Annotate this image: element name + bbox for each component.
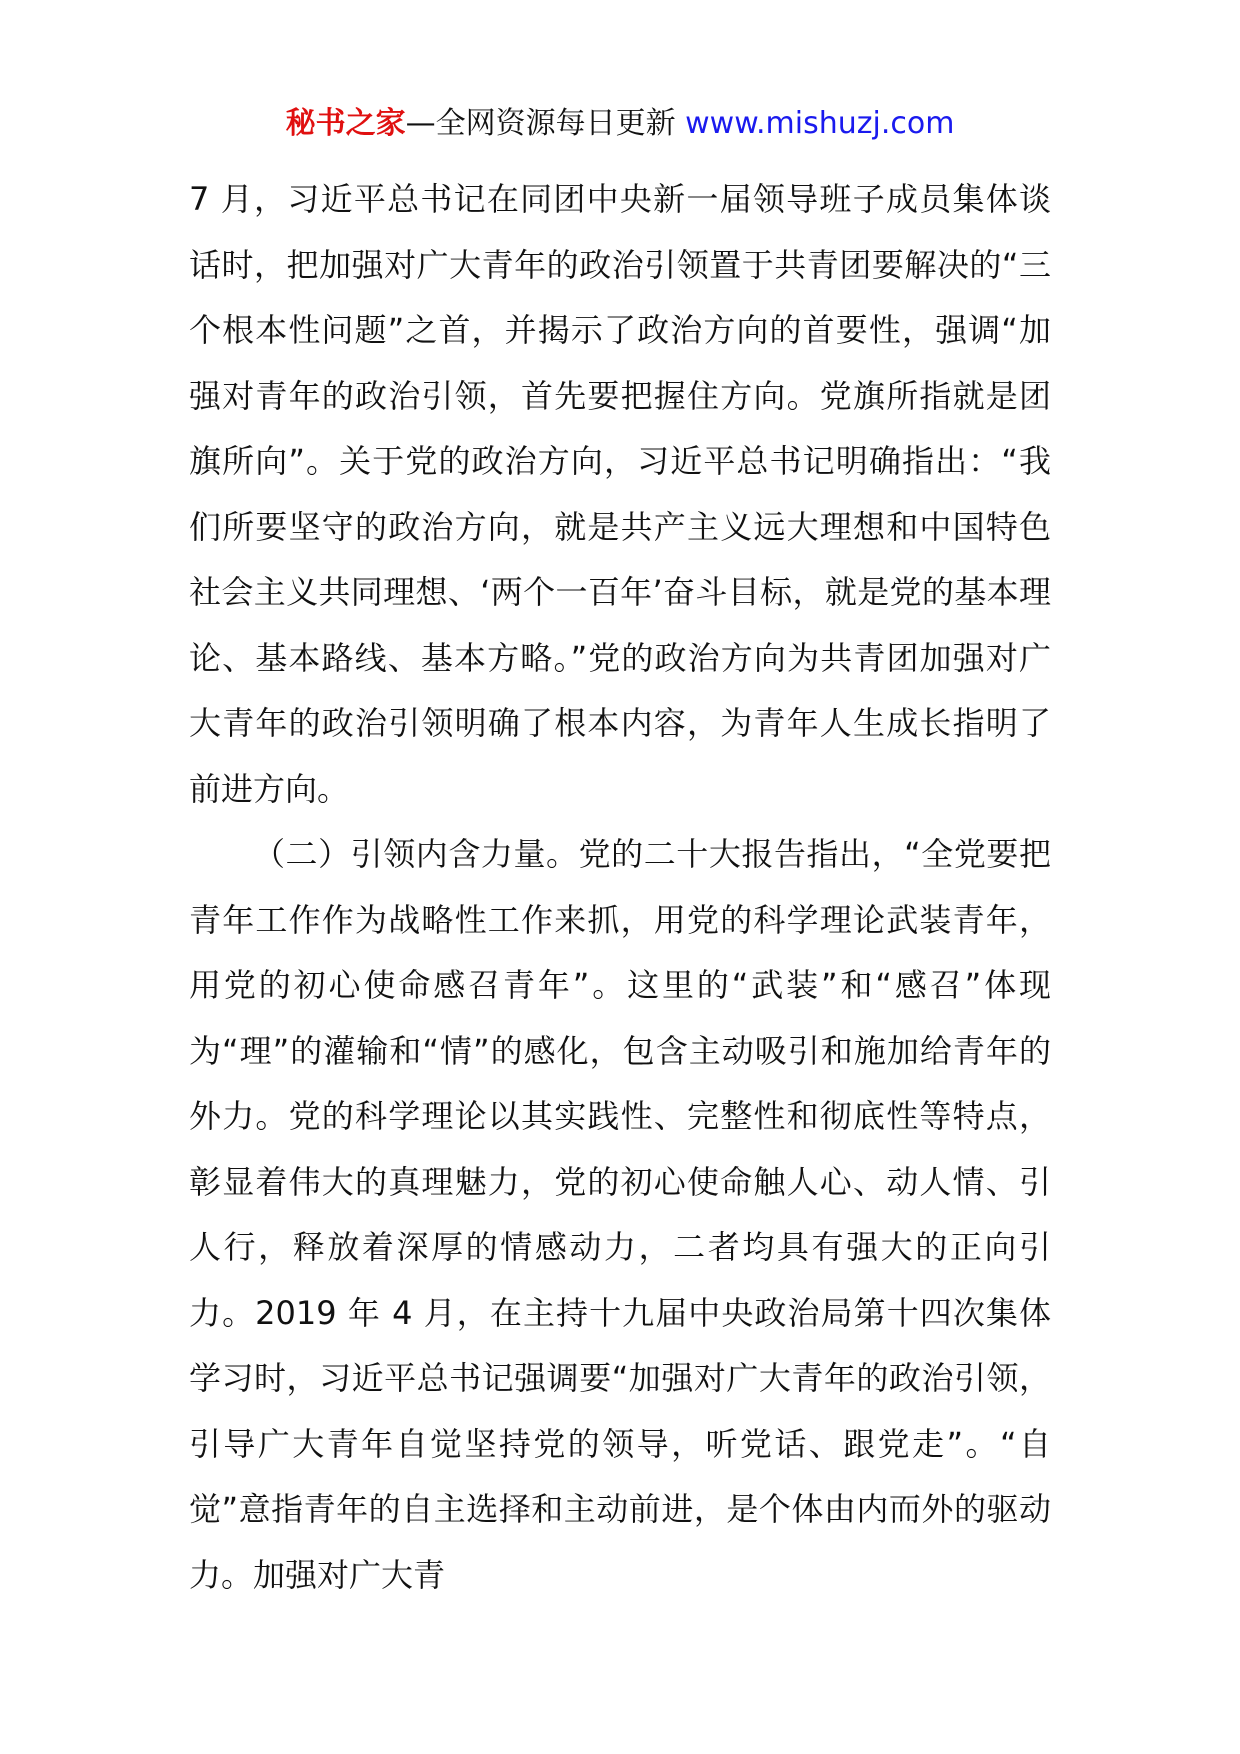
page-header [0, 102, 1240, 146]
document-body [189, 167, 1051, 1608]
paragraph-2: （二）引领内含力量。党的二十大报告指出，“全党要把青年工作作为战略性工作来抓，用党的科学理论武装青年，用党的初心使命感召青年”。这里的“武装”和“感召”体现为“理”的灌输和“情”的感化，包含主动吸引和施加给青年的外力。党的科学理论以其实践性、完整性和彻底性等特点，彰显着伟大的真理魅力，党的初心使命触人心、动人情、引人行，释放着深厚的情感动力，二者均具有强大的正向引力。2019 年 4 月，在主持十九届中央政治局第十四次集体学习时，习近平总书记强调要“加强对广大青年的政治引领，引导广大青年自觉坚持党的领导，听党话、跟党走”。“自觉”意指青年的自主选择和主动前进，是个体由内而外的驱动力。加强对广大青 [189, 835, 1051, 1594]
header-brand: 秘书之家 [285, 106, 406, 141]
paragraph-1: 7 月，习近平总书记在同团中央新一届领导班子成员集体谈话时，把加强对广大青年的政治引领置于共青团要解决的“三个根本性问题”之首，并揭示了政治方向的首要性，强调“加强对青年的政治引领，首先要把握住方向。党旗所指就是团旗所向”。关于党的政治方向，习近平总书记明确指出：“我们所要坚守的政治方向，就是共产主义远大理想和中国特色社会主义共同理想、‘两个一百年’奋斗目标，就是党的基本理论、基本路线、基本方略。”党的政治方向为共青团加强对广大青年的政治引领明确了根本内容，为青年人生成长指明了前进方向。 [189, 180, 1051, 808]
header-slogan: —全网资源每日更新 [405, 106, 686, 141]
header-url-link[interactable]: www.mishuzj.com [685, 106, 955, 141]
